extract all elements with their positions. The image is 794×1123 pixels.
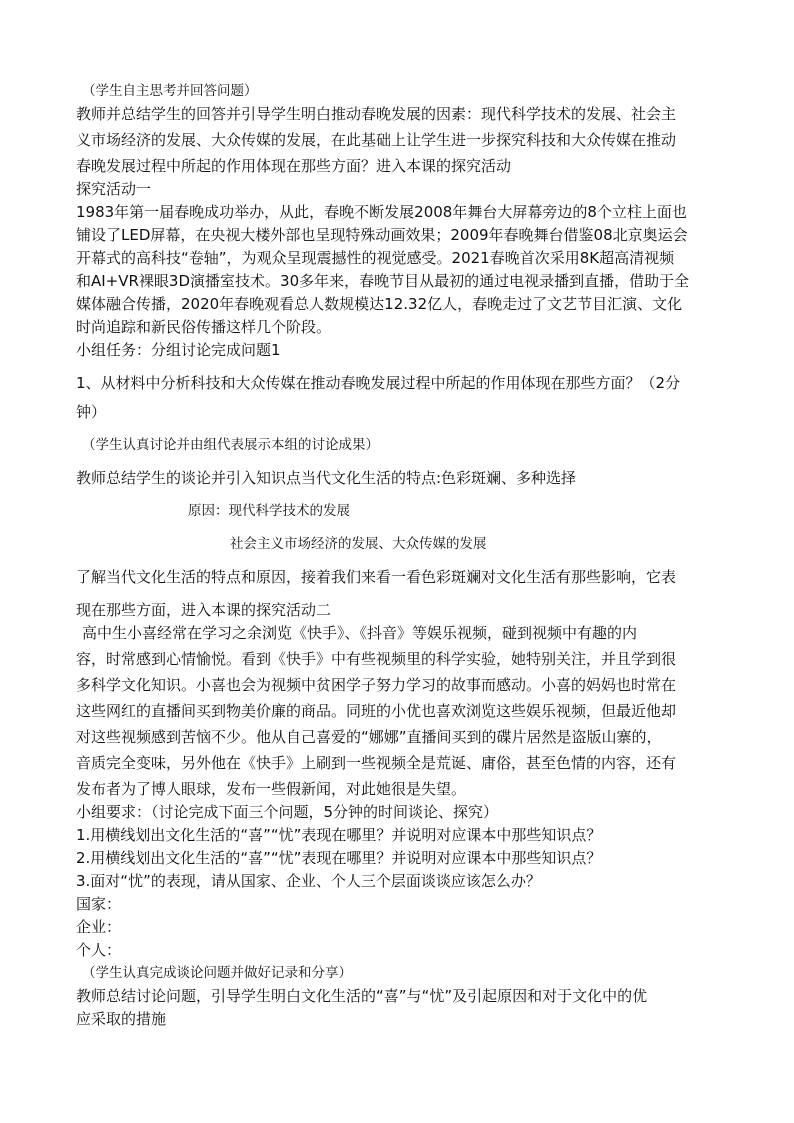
question-line: 3.面对“忧”的表现，请从国家、企业、个人三个层面谈谈应该怎么办？	[76, 872, 541, 890]
section-heading: 探究活动一	[76, 180, 152, 198]
task-heading: 小组任务：分组讨论完成问题1	[76, 341, 281, 359]
reason-line: 社会主义市场经济的发展、大众传媒的发展	[230, 536, 487, 552]
paragraph-line: 现在那些方面，进入本课的探究活动二	[76, 601, 332, 619]
question-line: 1.用横线划出文化生活的“喜”“忧”表现在哪里？并说明对应课本中那些知识点？	[76, 826, 602, 844]
paragraph-line: 多科学文化知识。小喜也会为视频中贫困学子努力学习的故事而感动。小喜的妈妈也时常在	[76, 676, 677, 694]
paragraph-line: 铺设了LED屏幕，在央视大楼外部也呈现特殊动画效果；2009年春晚舞台借鉴08北京奥运会	[76, 226, 688, 244]
paragraph-line: 对这些视频感到苦恼不少。他从自己喜爱的“娜娜”直播间买到的碟片居然是盗版山寨的，	[76, 728, 662, 746]
paragraph-line: 开幕式的高科技“卷轴”，为观众呈现震撼性的视觉感受。2021春晚首次采用8K超高清视频	[76, 249, 675, 267]
answer-label-enterprise: 企业：	[76, 918, 122, 936]
paragraph-line: 高中生小喜经常在学习之余浏览《快手》、《抖音》等娱乐视频，碰到视频中有趣的内	[82, 624, 638, 642]
paragraph-line: 时尚追踪和新民俗传播这样几个阶段。	[76, 318, 332, 336]
question-line: 1、从材料中分析科技和大众传媒在推动春晚发展过程中所起的作用体现在那些方面？（2分	[76, 374, 681, 392]
paragraph-line: 这些网红的直播间买到物美价廉的商品。同班的小优也喜欢浏览这些娱乐视频，但最近他却	[76, 702, 677, 720]
paragraph-line: 教师总结讨论问题，引导学生明白文化生活的“喜”与“忧”及引起原因和对于文化中的优	[76, 987, 648, 1005]
paragraph-line: 教师总结学生的谈论并引入知识点当代文化生活的特点:色彩斑斓、多种选择	[76, 469, 577, 487]
paragraph-line: 发布者为了博人眼球，发布一些假新闻，对此她很是失望。	[76, 780, 467, 798]
paragraph-line: （学生自主思考并回答问题）	[82, 83, 258, 99]
task-heading: 小组要求：（讨论完成下面三个问题，5分钟的时间谈论、探究）	[76, 803, 499, 821]
paragraph-line: 应采取的措施	[76, 1010, 167, 1028]
paragraph-line: 了解当代文化生活的特点和原因，接着我们来看一看色彩斑斓对文化生活有那些影响，它表	[76, 568, 677, 586]
question-line: 钟）	[76, 403, 107, 421]
paragraph-line: 和AI+VR裸眼3D演播室技术。30多年来，春晚节目从最初的通过电视录播到直播，借助于全	[76, 272, 690, 290]
document-page	[76, 80, 720, 1031]
question-line: 2.用横线划出文化生活的“喜”“忧”表现在哪里？并说明对应课本中那些知识点？	[76, 849, 602, 867]
paragraph-line: 1983年第一届春晚成功举办，从此，春晚不断发展2008年舞台大屏幕旁边的8个立柱上面也	[76, 203, 687, 221]
paragraph-line: 容，时常感到心情愉悦。看到《快手》中有些视频里的科学实验，她特别关注，并且学到很	[76, 650, 677, 668]
paragraph-line: 义市场经济的发展、大众传媒的发展，在此基础上让学生进一步探究科技和大众传媒在推动	[76, 131, 677, 149]
reason-line: 原因：现代科学技术的发展	[188, 503, 350, 519]
answer-label-individual: 个人：	[76, 941, 122, 959]
paragraph-line: 春晚发展过程中所起的作用体现在那些方面？进入本课的探究活动	[76, 157, 512, 175]
paragraph-line: 媒体融合传播，2020年春晚观看总人数规模达12.32亿人，春晚走过了文艺节目汇演、文化	[76, 295, 683, 313]
answer-label-country: 国家：	[76, 895, 122, 913]
paragraph-line: 教师并总结学生的回答并引导学生明白推动春晚发展的因素：现代科学技术的发展、社会主	[76, 105, 677, 123]
paragraph-line: 音质完全变味，另外他在《快手》上刷到一些视频全是荒诞、庸俗，甚至色情的内容，还有	[76, 754, 677, 772]
paragraph-line: （学生认真讨论并由组代表展示本组的讨论成果）	[82, 437, 379, 453]
paragraph-line: （学生认真完成谈论问题并做好记录和分享）	[82, 965, 352, 981]
